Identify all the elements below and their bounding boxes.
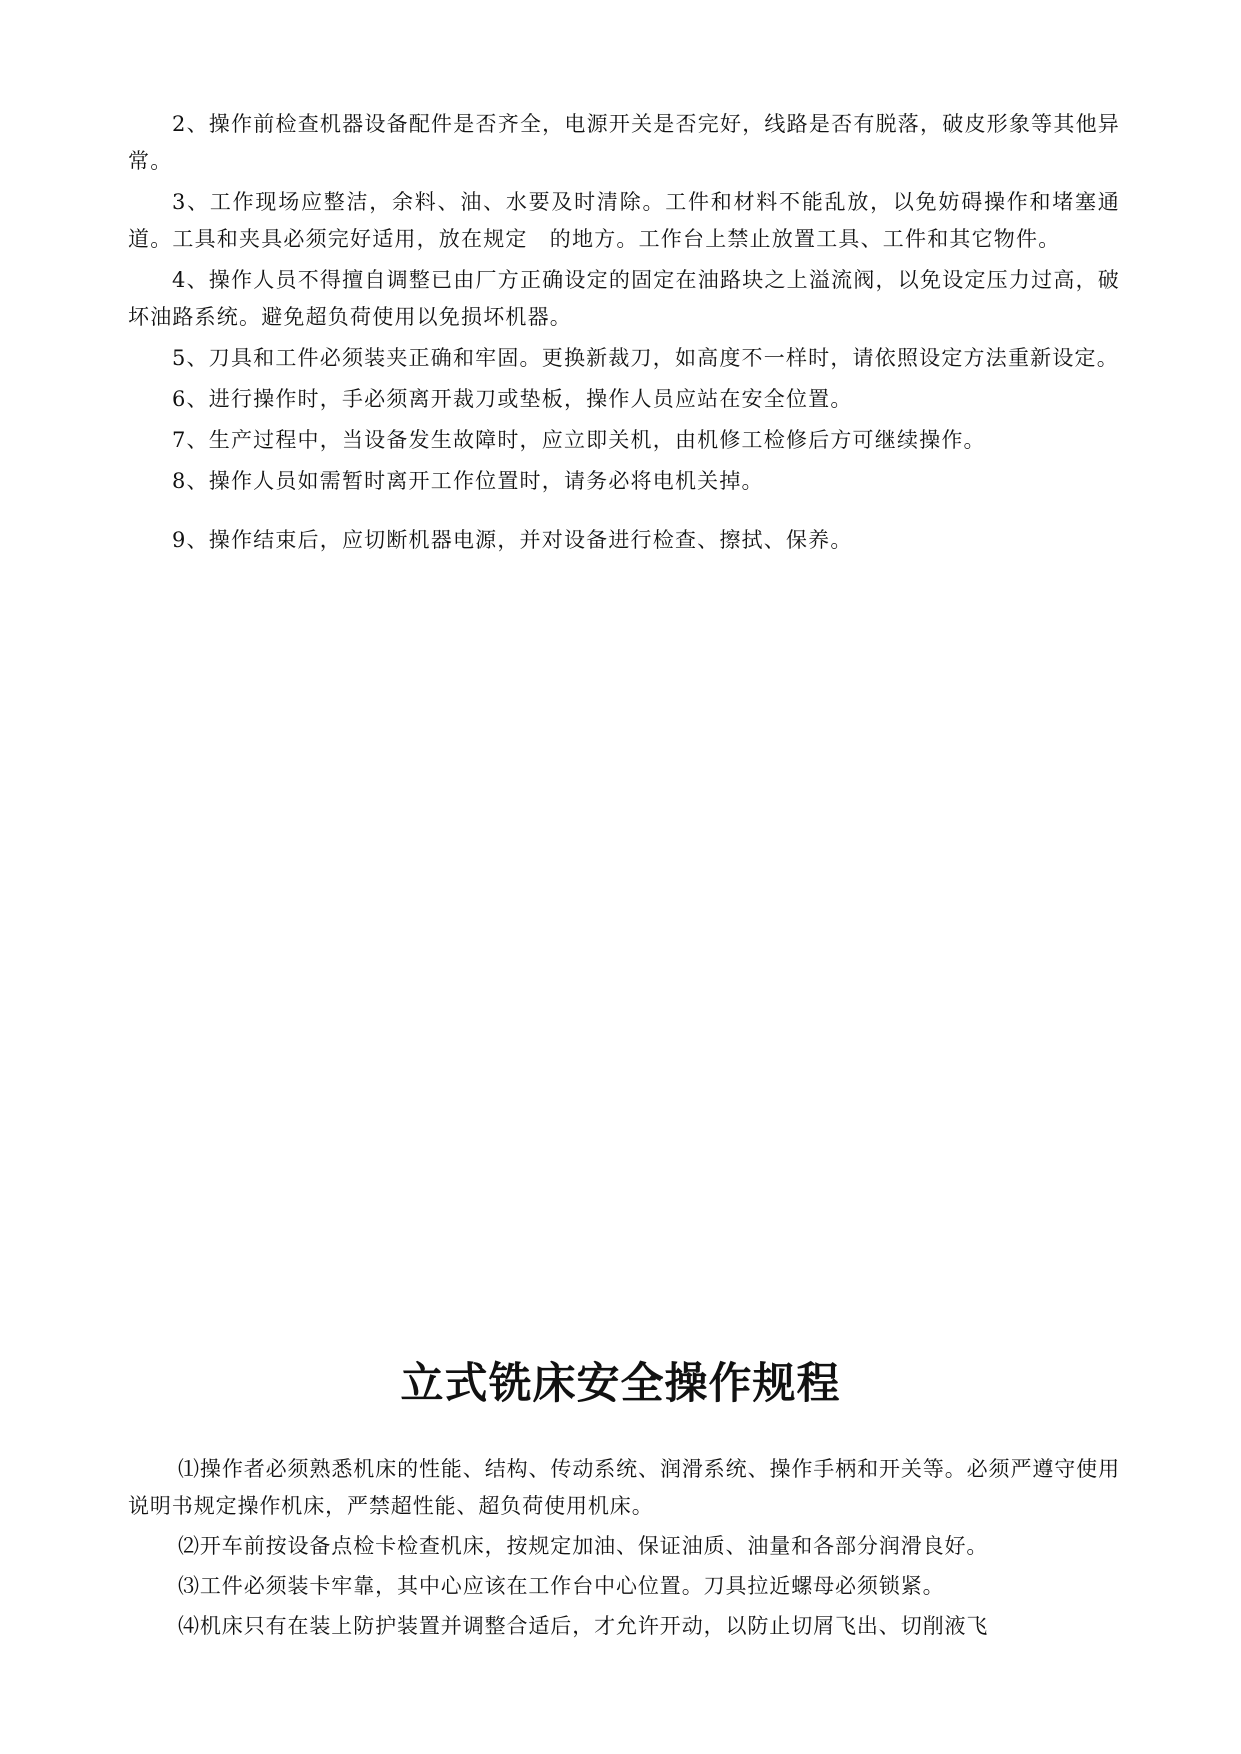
procedure-item-2: 2、操作前检查机器设备配件是否齐全，电源开关是否完好，线路是否有脱落，破皮形象等其他异常。 <box>128 112 1120 173</box>
procedure-item-6: 6、进行操作时，手必须离开裁刀或垫板，操作人员应站在安全位置。 <box>172 387 853 411</box>
milling-item-1: ⑴操作者必须熟悉机床的性能、结构、传动系统、润滑系统、操作手柄和开关等。必须严遵守使用说明书规定操作机床，严禁超性能、超负荷使用机床。 <box>128 1457 1120 1518</box>
document-title: 立式铣床安全操作规程 <box>400 1359 841 1409</box>
procedure-item-3: 3、工作现场应整洁，余料、油、水要及时清除。工件和材料不能乱放，以免妨碍操作和堵塞通道。工具和夹具必须完好适用，放在规定 的地方。工作台上禁止放置工具、工件和其它物件。 <box>128 190 1120 251</box>
procedure-item-9: 9、操作结束后，应切断机器电源，并对设备进行检查、擦拭、保养。 <box>172 528 853 552</box>
procedure-item-5: 5、刀具和工件必须装夹正确和牢固。更换新裁刀，如高度不一样时，请依照设定方法重新设定。 <box>172 346 1119 370</box>
milling-item-4: ⑷机床只有在装上防护装置并调整合适后，才允许开动，以防止切屑飞出、切削液飞 <box>178 1614 989 1638</box>
procedure-item-4: 4、操作人员不得擅自调整已由厂方正确设定的固定在油路块之上溢流阀，以免设定压力过高，破坏油路系统。避免超负荷使用以免损坏机器。 <box>128 268 1120 329</box>
milling-item-2: ⑵开车前按设备点检卡检查机床，按规定加油、保证油质、油量和各部分润滑良好。 <box>178 1534 989 1558</box>
procedure-item-7: 7、生产过程中，当设备发生故障时，应立即关机，由机修工检修后方可继续操作。 <box>172 428 986 452</box>
procedure-item-8: 8、操作人员如需暂时离开工作位置时，请务必将电机关掉。 <box>172 469 764 493</box>
milling-item-3: ⑶工件必须装卡牢靠，其中心应该在工作台中心位置。刀具拉近螺母必须锁紧。 <box>178 1574 945 1598</box>
previous-procedure-items <box>128 106 1120 563</box>
milling-procedure-items <box>128 1451 1120 1648</box>
